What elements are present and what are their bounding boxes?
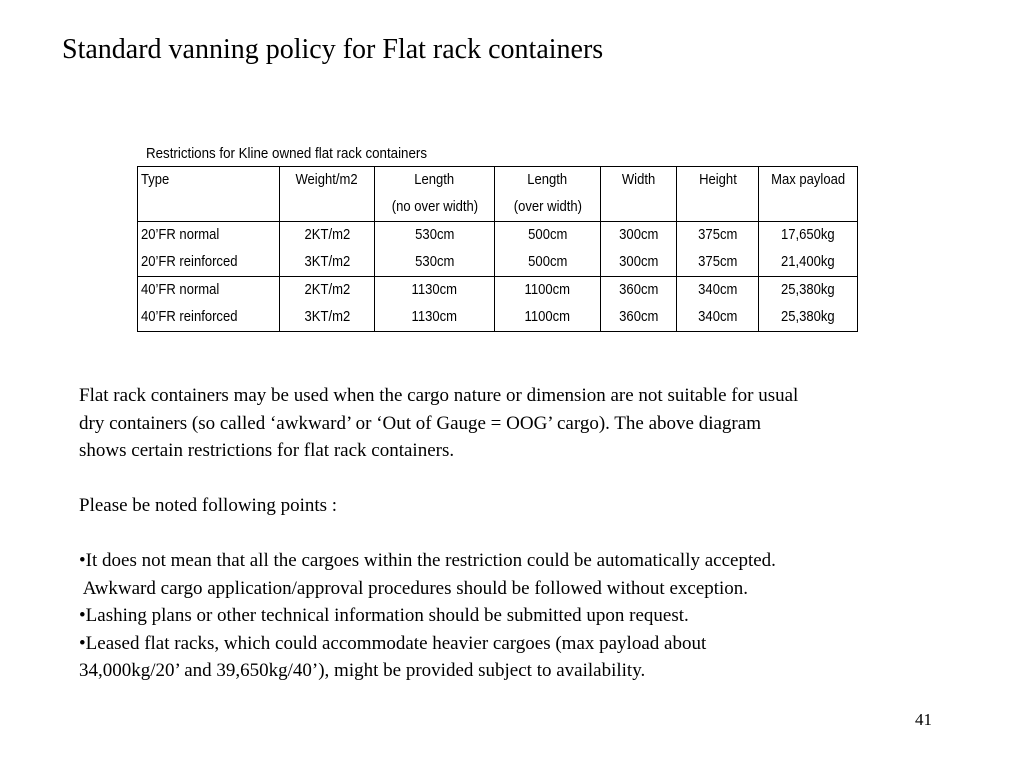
table-cell: 340cm (677, 277, 759, 305)
bullet-line: Awkward cargo application/approval procedures should be followed without exception. (79, 577, 749, 599)
table-row (138, 277, 858, 305)
paragraph-line: Flat rack containers may be used when the cargo nature or dimension are not suitable for usual (79, 385, 799, 406)
header-cell (759, 194, 858, 222)
header-cell: (over width) (495, 194, 601, 222)
table-cell: 360cm (601, 304, 677, 332)
table-cell: 20’FR reinforced (138, 249, 280, 277)
table-cell: 21,400kg (759, 249, 858, 277)
table-cell: 20’FR normal (138, 222, 280, 250)
table-row (138, 249, 858, 277)
table-cell: 1130cm (375, 277, 495, 305)
paragraph-line: dry containers (so called ‘awkward’ or ‘Out of Gauge = OOG’ cargo). The above diagram (79, 412, 761, 434)
header-cell (677, 194, 759, 222)
table-cell: 3KT/m2 (280, 249, 375, 277)
page-number: 41 (915, 710, 932, 729)
table-row (138, 304, 858, 332)
table-cell: 375cm (677, 222, 759, 250)
table-header-row (138, 194, 858, 222)
header-cell: Weight/m2 (280, 167, 375, 195)
notes-intro: Please be noted following points : (79, 495, 338, 516)
table-cell: 3KT/m2 (280, 304, 375, 332)
table-cell: 300cm (601, 222, 677, 250)
table-row (138, 222, 858, 250)
slide-title: Standard vanning policy for Flat rack containers (62, 34, 604, 65)
bullet-line: •It does not mean that all the cargoes within the restriction could be automatically accepted. (79, 550, 776, 571)
table-cell: 360cm (601, 277, 677, 305)
table-cell: 1100cm (495, 277, 601, 305)
header-cell (138, 194, 280, 222)
header-cell: Max payload (759, 167, 858, 195)
table-cell: 1100cm (495, 304, 601, 332)
header-cell: Length (375, 167, 495, 195)
bullet-line: •Lashing plans or other technical information should be submitted upon request. (79, 605, 689, 626)
table-cell: 300cm (601, 249, 677, 277)
table-cell: 530cm (375, 249, 495, 277)
header-cell: (no over width) (375, 194, 495, 222)
header-cell: Width (601, 167, 677, 195)
header-cell: Length (495, 167, 601, 195)
table-cell: 500cm (495, 249, 601, 277)
header-cell: Height (677, 167, 759, 195)
paragraph-line: shows certain restrictions for flat rack containers. (79, 440, 455, 461)
bullet-line: •Leased flat racks, which could accommodate heavier cargoes (max payload about (79, 632, 707, 654)
table-cell: 40’FR normal (138, 277, 280, 305)
table-cell: 1130cm (375, 304, 495, 332)
table-cell: 530cm (375, 222, 495, 250)
table-cell: 500cm (495, 222, 601, 250)
header-cell (280, 194, 375, 222)
restrictions-table (137, 166, 858, 332)
header-cell (601, 194, 677, 222)
body-text (79, 382, 959, 685)
table-cell: 340cm (677, 304, 759, 332)
bullet-line: 34,000kg/20’ and 39,650kg/40’), might be provided subject to availability. (79, 660, 646, 681)
table-header-row (138, 167, 858, 195)
table-cell: 25,380kg (759, 304, 858, 332)
table-cell: 375cm (677, 249, 759, 277)
table-cell: 2KT/m2 (280, 222, 375, 250)
table-caption: Restrictions for Kline owned flat rack containers (146, 146, 428, 162)
header-cell: Type (138, 167, 280, 195)
table-cell: 25,380kg (759, 277, 858, 305)
table-cell: 17,650kg (759, 222, 858, 250)
table-cell: 2KT/m2 (280, 277, 375, 305)
table-cell: 40’FR reinforced (138, 304, 280, 332)
